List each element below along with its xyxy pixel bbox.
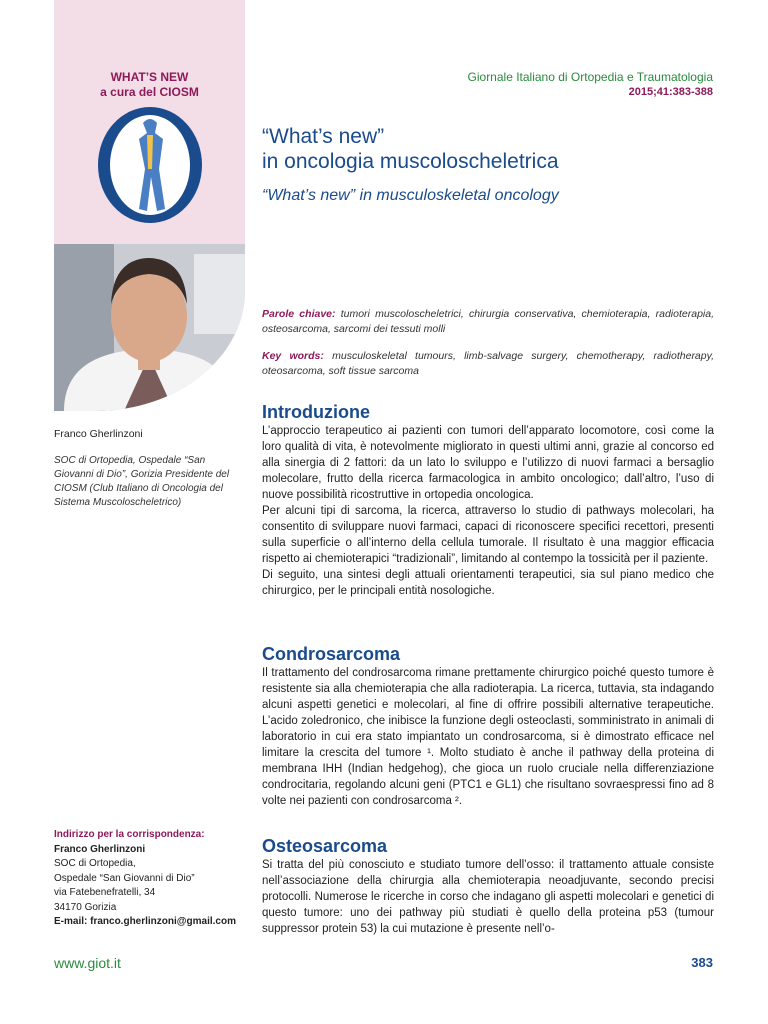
correspondence-block — [54, 828, 254, 930]
page-number: 383 — [691, 955, 713, 970]
article-title-line2: in oncologia muscoloscheletrica — [262, 150, 559, 173]
author-affiliation: SOC di Ortopedia, Ospedale “San Giovanni di Dio”, Gorizia Presidente del CIOSM (Club Italiano di Oncologia del Sistema Muscoloscheletrico) — [54, 455, 230, 508]
keywords-italian — [262, 307, 714, 337]
article-subtitle: “What’s new” in musculoskeletal oncology — [262, 187, 559, 204]
correspondence-line3: via Fatebenefratelli, 34 — [54, 887, 156, 898]
section-body-introduzione — [262, 423, 714, 599]
journal-name: Giornale Italiano di Ortopedia e Traumatologia — [467, 70, 713, 84]
journal-reference: 2015;41:383-388 — [628, 86, 713, 98]
curated-by: a cura del CIOSM — [100, 85, 199, 99]
section-heading-condrosarcoma: Condrosarcoma — [262, 644, 401, 664]
section-body-condrosarcoma — [262, 665, 714, 809]
keywords-text-it: tumori muscoloscheletrici, chirurgia conservativa, chemioterapia, radioterapia, osteosarcoma, sarcomi dei tessuti molli — [262, 308, 715, 335]
correspondence-email[interactable]: E-mail: franco.gherlinzoni@gmail.com — [54, 916, 236, 927]
footer-website-link[interactable]: www.giot.it — [54, 955, 121, 971]
section-heading-osteosarcoma: Osteosarcoma — [262, 836, 388, 856]
intro-paragraph-1: L’approccio terapeutico ai pazienti con tumori dell’apparato locomotore, così come la loro qualità di vita, è notevolmente migliorato in questi ultimi anni, grazie al concorso ed alla sinergia di 2 fattori: da un lato lo sviluppo e l’utilizzo di nuovi farmaci a bersaglio molecolare, frutto della ricerca farmacologica in ambito oncologico; dall’altro, l’uso di nuove possibilità ricostruttive in ortopedia oncologica. — [262, 425, 714, 501]
article-title-line1: “What’s new” — [262, 125, 385, 148]
correspondence-line2: Ospedale “San Giovanni di Dio” — [54, 872, 195, 884]
condro-paragraph-1: Il trattamento del condrosarcoma rimane prettamente chirurgico poiché questo tumore è resistente sia alla chemioterapia che alla radioterapia. La ricerca, tuttavia, sta indagando alcuni aspetti genetici e molecolari, al fine di offrire possibili alternative terapeutiche. L’acido zoledronico, che inibisce la funzione degli osteoclasti, somministrato in animali di laboratorio in cui era stato impiantato un condrosarcoma, si è dimostrato efficace nel limitare la crescita del tumore ¹. Molto studiato è anche il pathway della proteina di membrana IHH (Indian hedgehog), che gioca un ruolo cruciale nella differenziazione condrocitaria, regolando alcuni geni (PTC1 e GL1) che risultano sovraespressi fino ad 8 volte nei pazienti con condrosarcoma ². — [262, 667, 714, 807]
section-body-osteosarcoma — [262, 857, 714, 937]
ciosm-logo-icon — [95, 105, 205, 225]
author-photo — [54, 244, 245, 411]
correspondence-line4: 34170 Gorizia — [54, 901, 117, 913]
correspondence-name: Franco Gherlinzoni — [54, 843, 146, 855]
osteo-paragraph-1: Si tratta del più conosciuto e studiato tumore dell’osso: il trattamento attuale consiste nell’associazione della chirurgia alla chemioterapia neoadjuvante, secondo precisi protocolli. Numerose le ricerche in corso che indagano gli aspetti molecolari e genetici di questo tumore: uno dei pathway più studiati è quello della proteina p53 (tumour suppressor protein 53) la cui mutazione è presente nell’o- — [262, 859, 714, 935]
keywords-english — [262, 349, 714, 379]
whats-new-title: WHAT’S NEW — [110, 70, 189, 84]
keywords-text-en: musculoskeletal tumours, limb-salvage surgery, chemotherapy, radiotherapy, oteosarcoma, soft tissue sarcoma — [262, 350, 715, 377]
whats-new-label — [54, 70, 245, 100]
section-heading-introduzione: Introduzione — [262, 402, 370, 422]
author-name: Franco Gherlinzoni — [54, 428, 143, 440]
intro-paragraph-2: Per alcuni tipi di sarcoma, la ricerca, attraverso lo studio di pathways molecolari, ha consentito di sviluppare nuovi farmaci, capaci di riconoscere specifici recettori, presenti sulla superficie o all’interno della cellula tumorale. Il risultato è una maggior efficacia rispetto ai chemioterapici “tradizionali”, limitando al contempo la tossicità per il paziente. — [262, 505, 714, 565]
article-title — [262, 124, 559, 174]
correspondence-heading: Indirizzo per la corrispondenza: — [54, 829, 205, 840]
keywords-label-it: Parole chiave: — [262, 308, 336, 320]
correspondence-line1: SOC di Ortopedia, — [54, 858, 136, 869]
keywords-label-en: Key words: — [262, 350, 324, 362]
intro-paragraph-3: Di seguito, una sintesi degli attuali orientamenti terapeutici, sia sul piano medico che chirurgico, per le principali entità nosologiche. — [262, 569, 714, 597]
journal-header — [468, 70, 713, 100]
